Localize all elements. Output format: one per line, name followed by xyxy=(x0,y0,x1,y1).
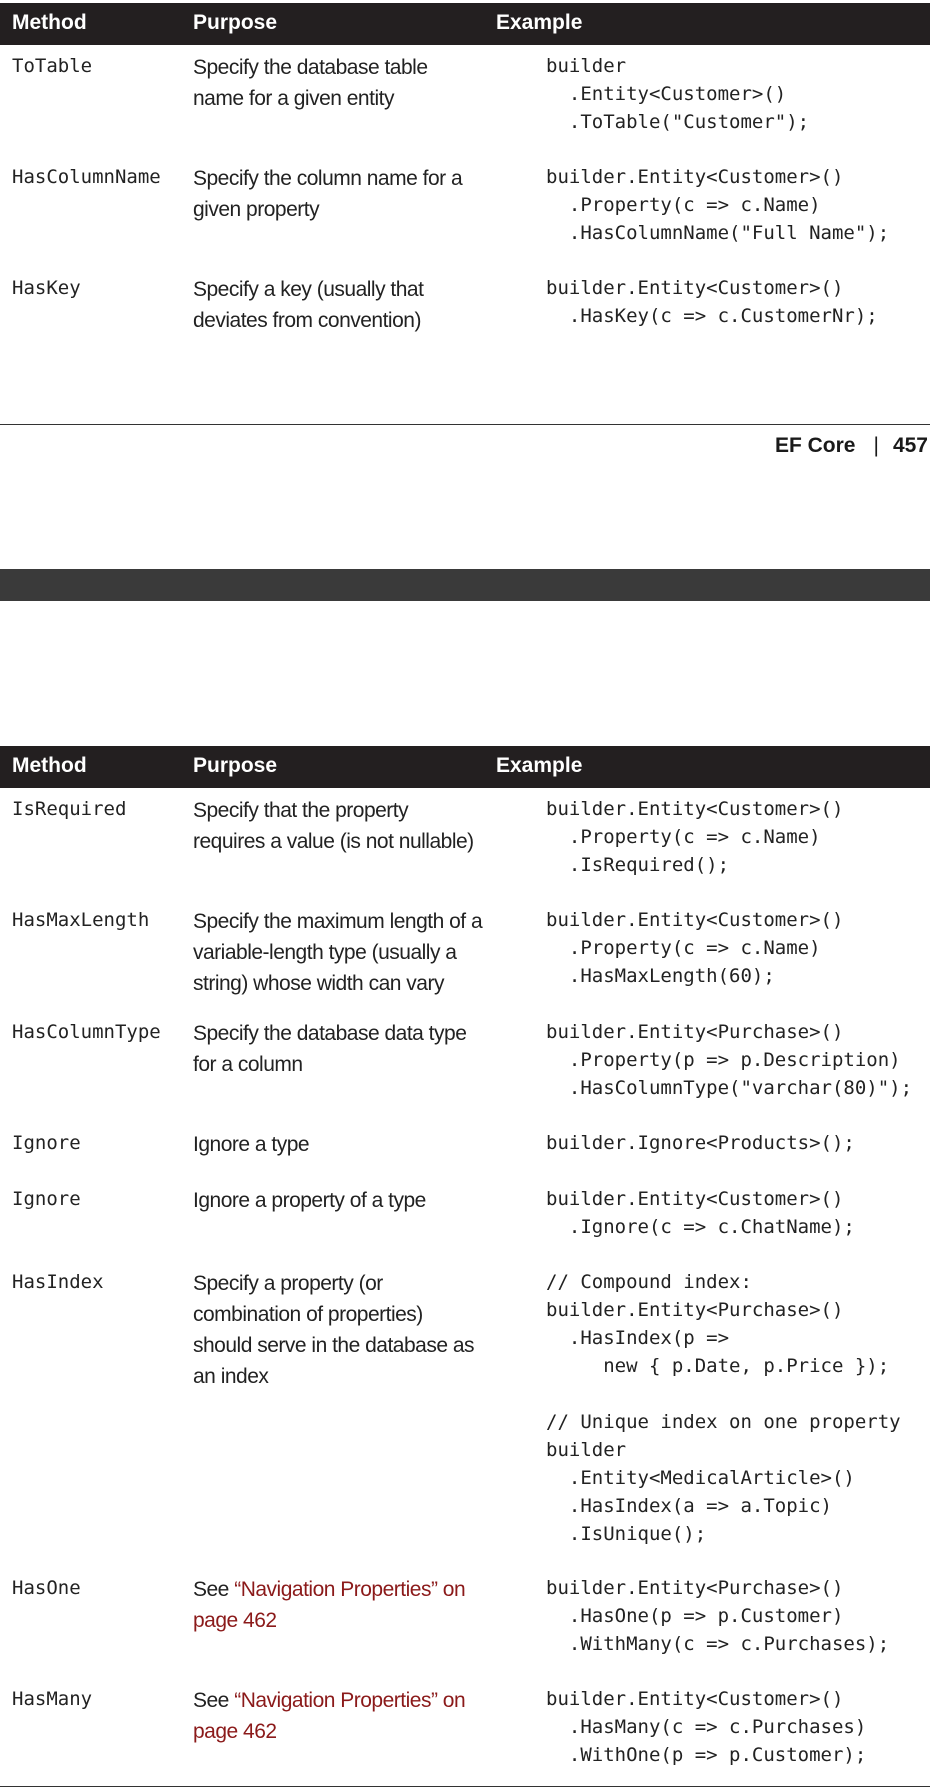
code-example: builder.Entity<Customer>() .HasKey(c => c.CustomerNr); xyxy=(546,277,878,327)
footer-rule xyxy=(0,424,930,425)
purpose-text: Specify the database table name for a given entity xyxy=(193,56,428,110)
footer-separator: | xyxy=(873,434,879,457)
method-name: IsRequired xyxy=(12,798,127,820)
page-number: 457 xyxy=(892,434,928,457)
footer-section: EF Core xyxy=(774,434,856,457)
table-1 xyxy=(0,3,930,45)
code-example: builder.Entity<Customer>() .HasMany(c => c.Purchases) .WithOne(p => p.Customer); xyxy=(546,1688,867,1766)
header-purpose: Purpose xyxy=(193,754,278,777)
purpose-text xyxy=(193,1685,483,1747)
method-name: ToTable xyxy=(12,55,93,77)
cross-reference-link[interactable]: “Navigation Properties” on page 462 xyxy=(193,1578,466,1632)
method-name: Ignore xyxy=(12,1132,81,1154)
code-example: builder .Entity<Customer>() .ToTable("Customer"); xyxy=(546,55,810,133)
method-name: HasColumnName xyxy=(12,166,161,188)
code-example: builder.Entity<Purchase>() .Property(p => p.Description) .HasColumnType("varchar(80)"); xyxy=(546,1021,913,1099)
method-name: HasOne xyxy=(12,1577,81,1599)
code-example: builder.Ignore<Products>(); xyxy=(546,1132,855,1154)
code-example: builder.Entity<Customer>() .Property(c => c.Name) .HasColumnName("Full Name"); xyxy=(546,166,890,244)
code-example: // Compound index: builder.Entity<Purchase>() .HasIndex(p => new { p.Date, p.Price }); // Unique index on one property builder .Entity<MedicalArticle>() .HasIndex(a => a.Topic) .IsUnique(); xyxy=(546,1271,901,1545)
header-purpose: Purpose xyxy=(193,11,278,34)
method-name: HasMaxLength xyxy=(12,909,150,931)
purpose-prefix: See xyxy=(193,1689,235,1712)
cross-reference-link[interactable]: “Navigation Properties” on page 462 xyxy=(193,1689,466,1743)
table-header xyxy=(0,746,930,788)
purpose-text xyxy=(193,1574,483,1636)
code-example: builder.Entity<Purchase>() .HasOne(p => p.Customer) .WithMany(c => c.Purchases); xyxy=(546,1577,890,1655)
purpose-text: Specify the maximum length of a variable-length type (usually a string) whose width can vary xyxy=(193,910,483,995)
code-example: builder.Entity<Customer>() .Ignore(c => c.ChatName); xyxy=(546,1188,855,1238)
header-example: Example xyxy=(496,11,583,34)
method-name: HasKey xyxy=(12,277,81,299)
page-break-band xyxy=(0,569,930,601)
purpose-text: Specify that the property requires a value (is not nullable) xyxy=(193,799,474,853)
method-name: HasIndex xyxy=(12,1271,104,1293)
purpose-text: Ignore a property of a type xyxy=(193,1189,426,1212)
header-example: Example xyxy=(496,754,583,777)
purpose-text: Specify a key (usually that deviates from convention) xyxy=(193,278,424,332)
code-example: builder.Entity<Customer>() .Property(c => c.Name) .IsRequired(); xyxy=(546,798,844,876)
purpose-text: Specify a property (or combination of properties) should serve in the database as an index xyxy=(193,1272,475,1388)
page-footer xyxy=(775,434,928,458)
bottom-rule xyxy=(0,1786,930,1787)
code-example: builder.Entity<Customer>() .Property(c => c.Name) .HasMaxLength(60); xyxy=(546,909,844,987)
purpose-text: Specify the column name for a given property xyxy=(193,167,463,221)
method-name: Ignore xyxy=(12,1188,81,1210)
purpose-text: Ignore a type xyxy=(193,1133,310,1156)
method-name: HasColumnType xyxy=(12,1021,161,1043)
table-2 xyxy=(0,746,930,788)
header-method: Method xyxy=(12,11,87,34)
purpose-prefix: See xyxy=(193,1578,235,1601)
table-header xyxy=(0,3,930,45)
header-method: Method xyxy=(12,754,87,777)
purpose-text: Specify the database data type for a column xyxy=(193,1022,467,1076)
method-name: HasMany xyxy=(12,1688,93,1710)
